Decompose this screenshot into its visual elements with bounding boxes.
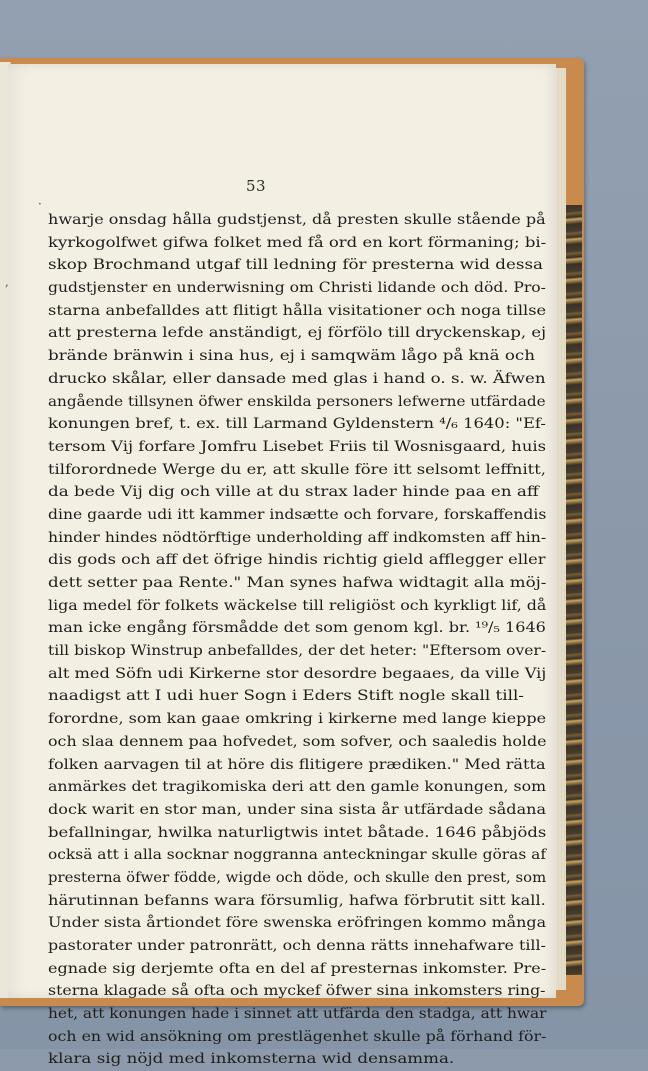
text-line: forordne, som kan gaae omkring i kirkerne med lange kieppe (48, 711, 547, 728)
text-line: och slaa dennem paa hofvedet, som sofver, och saaledis holde (48, 733, 547, 750)
text-line: dis gods och aff det öfrige hindis richtig gield afflegger eller (48, 552, 546, 569)
text-line: dock warit en stor man, under sina sista år utfärdade sådana (48, 801, 547, 818)
text-line: drucko skålar, eller dansade med glas i hand o. s. w. Äfwen (48, 370, 546, 387)
text-line: alt med Söfn udi Kirkerne stor desordre begaaes, da ville Vij (48, 665, 547, 682)
text-line: konungen bref, t. ex. till Larmand Gyldenstern ⁴/₆ 1640: "Ef- (48, 416, 546, 433)
text-line: Under sista årtiondet före swenska eröfringen kommo många (48, 915, 547, 932)
text-line: angående tillsynen öfwer enskilda personers lefwerne utfärdade (48, 393, 546, 410)
text-line: tilforordnede Werge du er, att skulle före itt selsomt leffnitt, (48, 461, 546, 478)
margin-tick: , (5, 275, 9, 289)
text-line: kyrkogolfwet gifwa folket med få ord en kort förmaning; bi- (48, 234, 547, 251)
text-line: till biskop Winstrup anbefalldes, der det heter: "Eftersom over- (48, 643, 547, 660)
text-line: pastorater under patronrätt, och denna rätts innehafware till- (48, 938, 546, 954)
text-line: gudstjenster en underwisning om Christi lidande och död. Pro- (48, 280, 546, 297)
text-line: liga medel för folkets wäckelse till religiöst och kyrkligt lif, då (48, 597, 547, 614)
text-line: sterna klagade så ofta och myckef öfwer sina inkomsters ring- (48, 983, 546, 1000)
text-line: het, att konungen hade i sinnet att utfärda den stadga, att hwar (48, 1006, 547, 1023)
text-line: da bede Vij dig och ville at du strax lader hinde paa en aff (48, 484, 539, 501)
text-line: anmärkes det tragikomiska deri att den gamle konungen, som (48, 779, 547, 796)
text-line: starna anbefalldes att flitigt hålla visitationer och noga tillse (48, 302, 547, 319)
text-line: att presterna lefde anständigt, ej förfölo till dryckenskap, ej (48, 325, 547, 342)
text-line: dine gaarde udi itt kammer indsætte och forvare, forskaffendis (48, 506, 547, 523)
text-line: man icke engång försmådde det som genom kgl. br. ¹⁹/₅ 1646 (48, 620, 546, 637)
text-line: hwarje onsdag hålla gudstjenst, då presten skulle stående på (48, 212, 546, 228)
text-line: egnade sig derjemte ofta en del af presternas inkomster. Pre- (48, 960, 547, 977)
text-line: hinder hindes nödtörftige underholding aff indkomsten aff hin- (48, 529, 547, 546)
text-line: och en wid ansökning om prestlägenhet skulle på förhand för- (48, 1028, 547, 1045)
text-line: brände bränwin i sina hus, ej i samqwäm lågo på knä och (48, 348, 536, 365)
text-line: skop Brochmand utgaf till ledning för presterna wid dessa (48, 257, 544, 274)
text-line: dett setter paa Rente." Man synes hafwa widtagit alla möj- (48, 575, 547, 591)
text-line: naadigst att I udi huer Sogn i Eders Stift nogle skall till- (48, 688, 524, 705)
text-line: klara sig nöjd med inkomsterna wid densamma. (48, 1051, 455, 1068)
text-line: tersom Vij forfare Jomfru Lisebet Friis til Wosnisgaard, huis (48, 438, 547, 455)
page-number: 53 (245, 177, 267, 195)
book-page (5, 64, 556, 1068)
body-text (48, 209, 547, 1071)
text-line: befallningar, hwilka naturligtwis intet båtade. 1646 påbjöds (48, 824, 547, 841)
text-line: ocksä att i alla socknar noggranna anteckningar skulle göras af (48, 847, 547, 864)
text-line: presterna öfwer födde, wigde och döde, och skulle den prest, som (48, 869, 547, 886)
margin-dot: · (38, 197, 42, 211)
text-line: folken aarvagen til at höre dis flitigere prædiken." Med rätta (48, 756, 546, 773)
text-line: härutinnan befanns wara försumlig, hafwa förbrutit sitt kall. (48, 892, 546, 909)
